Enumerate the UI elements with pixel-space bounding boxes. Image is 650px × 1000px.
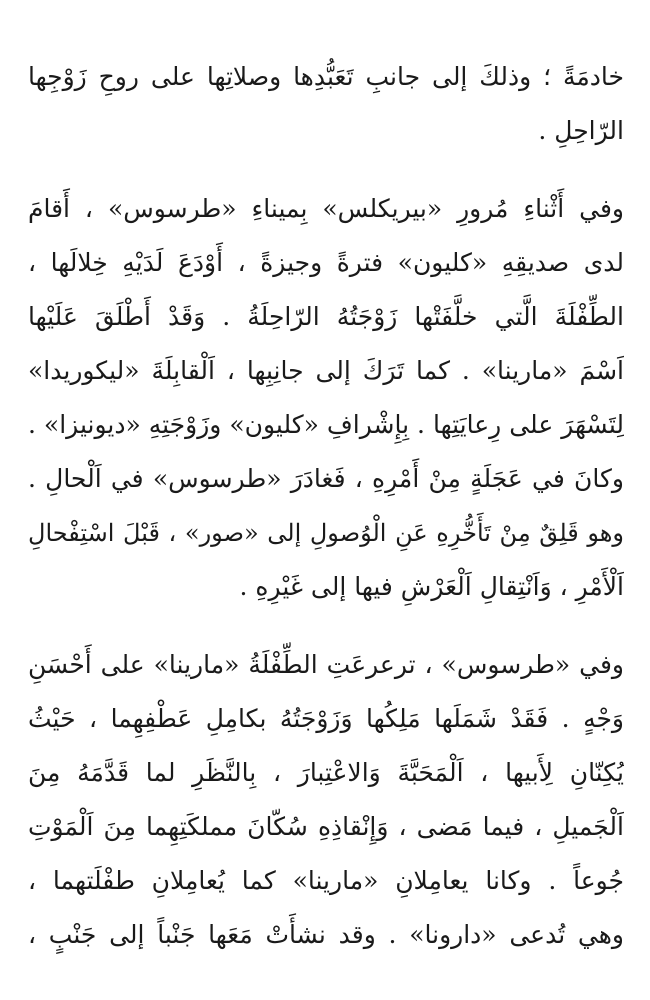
text-line: الطِّفْلَةَ الَّتي خلَّفَتْها زَوْجَتُهُ الرّاحِلَةُ . وَقَدْ أَطْلَقَ عَلَيْها — [28, 302, 624, 331]
text-line: اَلْجَميلِ ، فيما مَضى ، وَإِنْقاذِهِ سُكّانَ مملكَتِهِما مِنَ اَلْمَوْتِ — [28, 812, 624, 841]
text-line: جُوعاً . وكانا يعامِلانِ «مارينا» كما يُعامِلانِ طفْلَتهما ، — [28, 866, 624, 895]
paragraph-1 — [28, 50, 624, 158]
text-line: الرّاحِلِ . — [538, 116, 624, 145]
text-line: وَجْهٍ . فَقَدْ شَمَلَها مَلِكُها وَزَوْجَتُهُ بكامِلِ عَطْفِهِما ، حَيْثُ — [28, 704, 624, 733]
text-line: خادمَةً ؛ وذلكَ إلى جانبِ تَعَبُّدِها وصلاتِها على روحِ زَوْجِها — [28, 62, 624, 91]
text-line: اَلْأَمْرِ ، وَاَنْتِقالِ اَلْعَرْشِ فيها إلى غَيْرِهِ . — [239, 572, 624, 601]
paragraph-3 — [28, 638, 624, 962]
text-line: وهي تُدعى «دارونا» . وقد نشأَتْ مَعَها جَنْباً إلى جَنْبٍ ، — [28, 920, 624, 949]
paragraph-2 — [28, 182, 624, 614]
book-page — [28, 50, 624, 962]
text-line: اَسْمَ «مارينا» . كما تَرَكَ إلى جانِبِها ، اَلْقابِلَةَ «ليكوريدا» — [28, 356, 624, 385]
text-line: وهو قَلِقٌ مِنْ تَأَخُّرِهِ عَنِ الْوُصولِ إلى «صور» ، قَبْلَ اسْتِفْحالِ — [28, 519, 624, 547]
text-line: وفي «طرسوس» ، ترعرعَتِ الطِّفْلَةُ «مارينا» على أَحْسَنِ — [28, 650, 624, 679]
text-line: وفي أَثْناءِ مُرورِ «بيريكلس» بِميناءِ «طرسوس» ، أَقامَ — [28, 194, 624, 223]
text-line: وكانَ في عَجَلَةٍ مِنْ أَمْرِهِ ، فَغادَرَ «طرسوس» في اَلْحالِ . — [28, 464, 624, 493]
text-line: لِتَسْهَرَ على رِعايَتِها . بِإِشْرافِ «كليون» وزَوْجَتِهِ «ديونيزا» . — [28, 410, 624, 439]
text-line: يُكِنّانِ لِأَبيها ، اَلْمَحَبَّةَ وَالاعْتِبارَ ، بِالنَّظَرِ لما قَدَّمَهُ مِنَ — [28, 758, 624, 787]
text-line: لدى صديقِهِ «كليون» فترةً وجيزةً ، أَوْدَعَ لَدَيْهِ خِلالَها ، — [28, 248, 624, 277]
